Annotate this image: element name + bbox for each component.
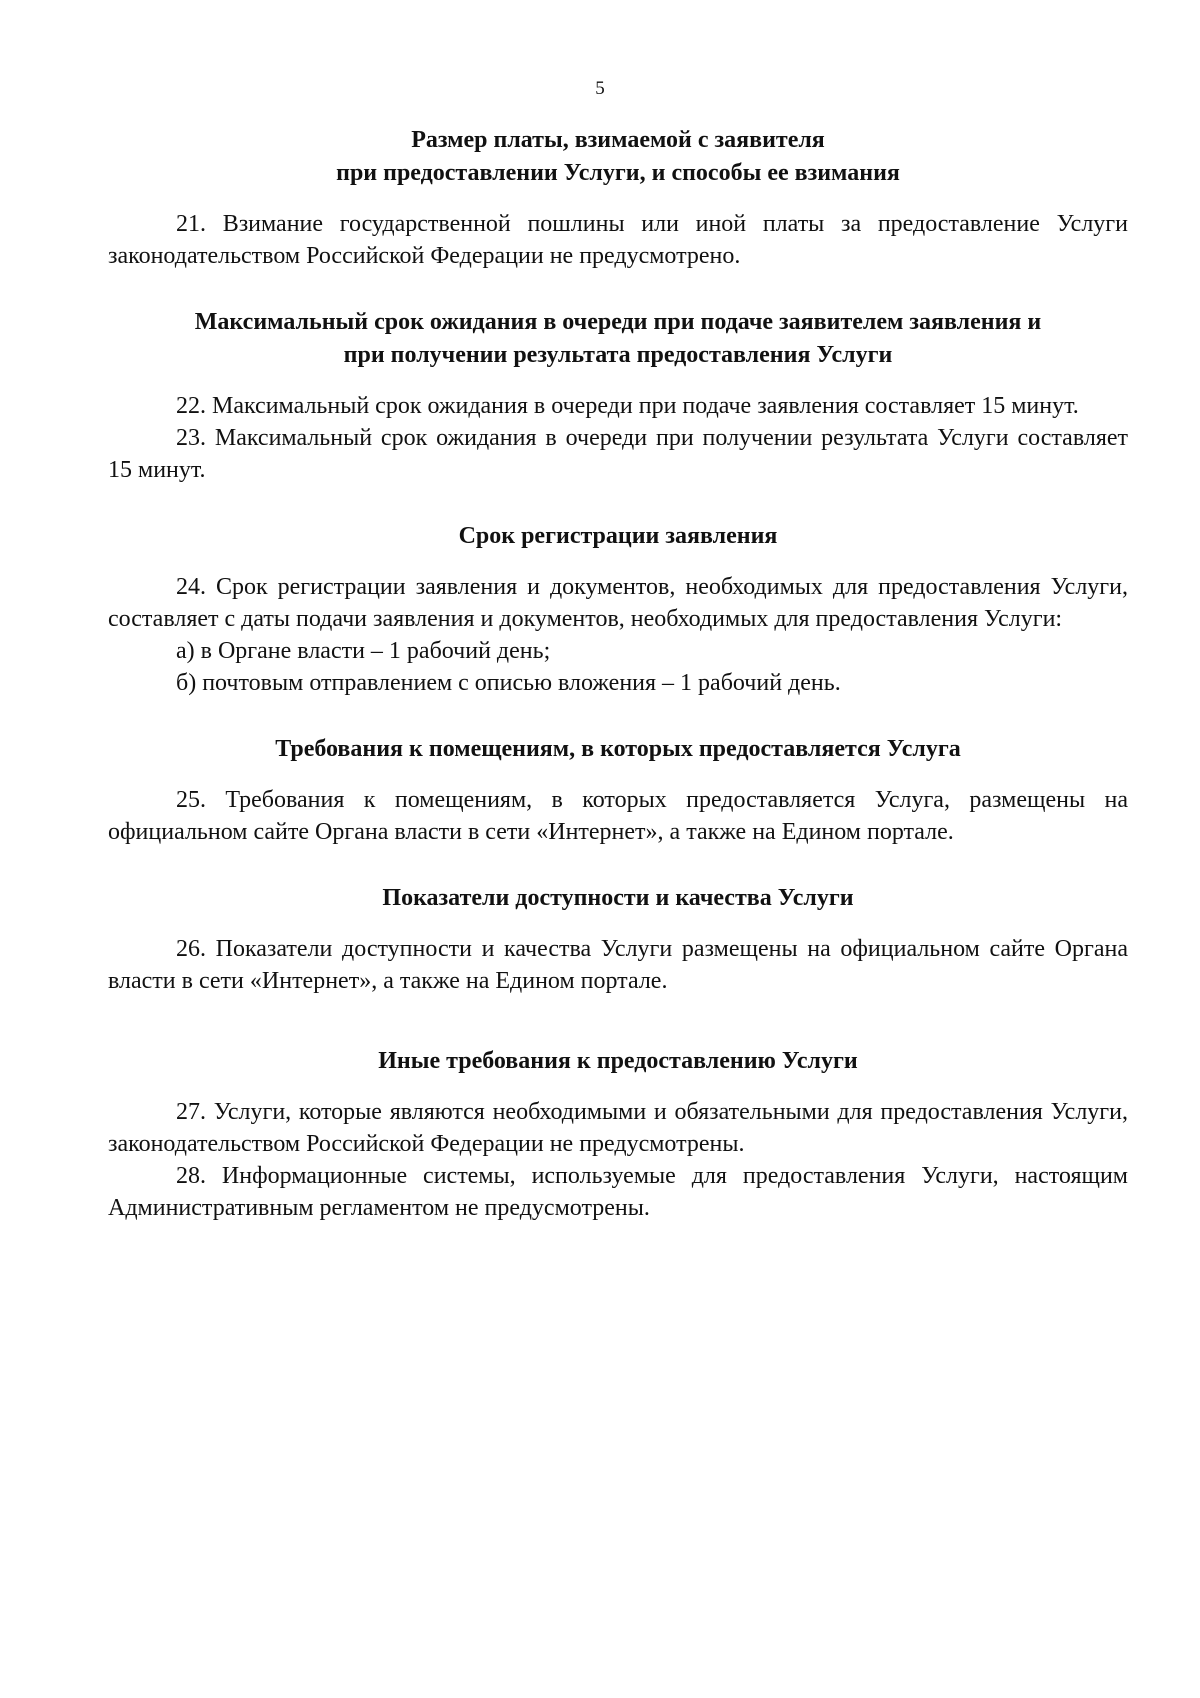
section-quality-indicators xyxy=(108,882,1128,997)
section-heading-line: Требования к помещениям, в которых предоставляется Услуга xyxy=(275,736,961,762)
section-heading-line: Срок регистрации заявления xyxy=(458,523,778,549)
paragraph-23: 23. Максимальный срок ожидания в очереди при получении результата Услуги составляет 15 минут. xyxy=(108,425,1128,483)
page-content xyxy=(108,124,1128,1224)
paragraph-24: 24. Срок регистрации заявления и документов, необходимых для предоставления Услуги, составляет с даты подачи заявления и документов, необходимых для предоставления Услуги: xyxy=(108,574,1128,632)
section-queue-time xyxy=(108,306,1128,486)
list-item: а) в Органе власти – 1 рабочий день; xyxy=(176,638,551,664)
paragraph-28: 28. Информационные системы, используемые для предоставления Услуги, настоящим Административным регламентом не предусмотрены. xyxy=(108,1163,1128,1221)
section-heading-line: Показатели доступности и качества Услуги xyxy=(382,885,854,911)
paragraph-26: 26. Показатели доступности и качества Услуги размещены на официальном сайте Органа власти в сети «Интернет», а также на Едином портале. xyxy=(108,936,1128,994)
page-number: 5 xyxy=(595,78,605,99)
paragraph-22: 22. Максимальный срок ожидания в очереди при подаче заявления составляет 15 минут. xyxy=(176,393,1079,419)
section-other-requirements xyxy=(108,1045,1128,1224)
section-premises-requirements xyxy=(108,733,1128,848)
section-heading-line: Иные требования к предоставлению Услуги xyxy=(378,1048,858,1074)
section-fee xyxy=(108,124,1128,272)
section-registration-term xyxy=(108,520,1128,699)
section-heading-line: Размер платы, взимаемой с заявителя xyxy=(411,127,825,153)
section-heading-line: Максимальный срок ожидания в очереди при подаче заявителем заявления и xyxy=(194,309,1042,335)
paragraph-21: 21. Взимание государственной пошлины или иной платы за предоставление Услуги законодательством Российской Федерации не предусмотрено. xyxy=(108,211,1128,269)
paragraph-25: 25. Требования к помещениям, в которых предоставляется Услуга, размещены на официальном сайте Органа власти в сети «Интернет», а также на Едином портале. xyxy=(108,787,1128,845)
list-item: б) почтовым отправлением с описью вложения – 1 рабочий день. xyxy=(176,670,841,696)
section-heading-line: при получении результата предоставления Услуги xyxy=(343,342,893,368)
section-heading-line: при предоставлении Услуги, и способы ее взимания xyxy=(336,160,900,186)
paragraph-27: 27. Услуги, которые являются необходимыми и обязательными для предоставления Услуги, законодательством Российской Федерации не предусмотрены. xyxy=(108,1099,1128,1157)
